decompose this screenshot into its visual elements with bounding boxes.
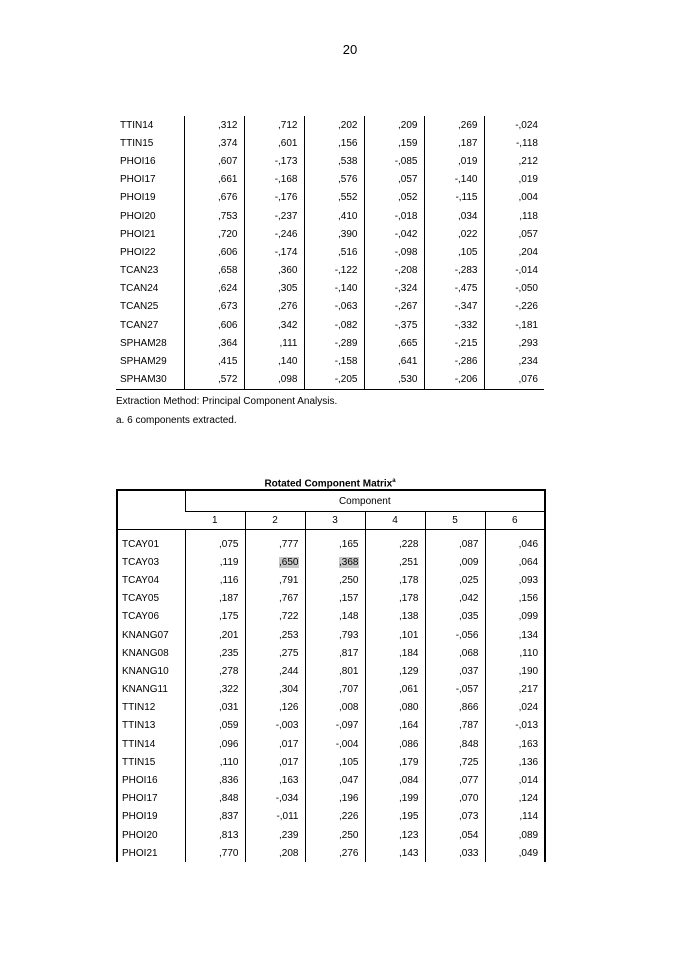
loading-cell: ,753	[184, 207, 244, 225]
loading-cell: ,148	[305, 608, 365, 626]
loading-cell: ,251	[365, 553, 425, 571]
loading-cell: ,035	[425, 608, 485, 626]
row-label: TCAY03	[122, 556, 160, 568]
loading-cell: ,110	[185, 753, 245, 771]
table-row	[116, 152, 544, 170]
loading-cell: ,275	[245, 644, 305, 662]
row-label: SPHAM30	[116, 371, 184, 390]
loading-cell: -,237	[244, 207, 304, 225]
loading-cell: -,118	[484, 134, 544, 152]
loading-cell: ,163	[485, 735, 545, 753]
loading-cell: -,158	[304, 352, 364, 370]
loading-cell: ,552	[304, 189, 364, 207]
row-label: TTIN13	[122, 720, 156, 732]
loading-cell: ,293	[484, 334, 544, 352]
loading-cell: -,098	[364, 243, 424, 261]
loading-cell: ,722	[245, 608, 305, 626]
table-row	[116, 334, 544, 352]
loading-cell: ,791	[245, 571, 305, 589]
row-label: KNANG11	[122, 684, 168, 696]
loading-cell: ,837	[185, 808, 245, 826]
row-label: TCAY05	[122, 593, 160, 605]
loading-cell: -,042	[364, 225, 424, 243]
loading-cell	[305, 553, 365, 571]
loading-cell: ,084	[365, 771, 425, 789]
rotated-matrix-title-text: Rotated Component Matrix	[264, 478, 393, 490]
loading-cell: ,124	[485, 790, 545, 808]
component-number-header: 4	[365, 512, 425, 530]
table-row	[117, 644, 545, 662]
loading-cell: -,024	[484, 116, 544, 134]
row-label: PHOI22	[120, 246, 156, 258]
loading-cell: ,793	[305, 626, 365, 644]
loading-cell: -,215	[424, 334, 484, 352]
loading-cell: ,093	[485, 571, 545, 589]
loading-cell: ,226	[305, 808, 365, 826]
loading-cell: ,572	[184, 371, 244, 390]
loading-cell: ,276	[305, 844, 365, 862]
component-matrix-continuation	[116, 116, 544, 390]
loading-cell: ,410	[304, 207, 364, 225]
selected-value-highlight: ,650	[279, 556, 299, 568]
table-row	[116, 352, 544, 370]
row-label: TCAN24	[120, 283, 159, 295]
loading-cell: ,228	[365, 535, 425, 553]
loading-cell: -,375	[364, 316, 424, 334]
row-label: PHOI19	[120, 192, 156, 204]
loading-cell: ,105	[305, 753, 365, 771]
table-row	[117, 844, 545, 862]
loading-cell: ,234	[484, 352, 544, 370]
loading-cell: ,624	[184, 280, 244, 298]
component-number-header: 1	[185, 512, 245, 530]
loading-cell: -,324	[364, 280, 424, 298]
loading-cell: ,606	[184, 243, 244, 261]
table-row	[116, 280, 544, 298]
loading-cell: ,187	[424, 134, 484, 152]
loading-cell: ,665	[364, 334, 424, 352]
loading-cell: ,057	[364, 171, 424, 189]
loading-cell: ,601	[244, 134, 304, 152]
loading-cell: ,116	[185, 571, 245, 589]
loading-cell: ,105	[424, 243, 484, 261]
loading-cell: ,123	[365, 826, 425, 844]
loading-cell: ,250	[305, 826, 365, 844]
row-label: TCAN23	[120, 265, 159, 277]
loading-cell: ,014	[485, 771, 545, 789]
loading-cell: -,115	[424, 189, 484, 207]
loading-cell: ,199	[365, 790, 425, 808]
rotated-matrix-title-footnote-mark: a	[392, 478, 396, 484]
loading-cell: ,276	[244, 298, 304, 316]
loading-cell: ,061	[365, 681, 425, 699]
loading-cell: ,787	[425, 717, 485, 735]
loading-cell: ,159	[364, 134, 424, 152]
loading-cell: ,204	[484, 243, 544, 261]
row-label: PHOI21	[120, 228, 156, 240]
table-row	[116, 316, 544, 334]
table-row	[116, 243, 544, 261]
row-label: PHOI21	[122, 847, 158, 859]
loading-cell: ,196	[305, 790, 365, 808]
table-row	[117, 535, 545, 553]
loading-cell: ,057	[484, 225, 544, 243]
loading-cell: ,140	[244, 352, 304, 370]
loading-cell: ,848	[425, 735, 485, 753]
loading-cell: -,097	[305, 717, 365, 735]
loading-cell: ,253	[245, 626, 305, 644]
loading-cell: ,322	[185, 681, 245, 699]
loading-cell: ,025	[425, 571, 485, 589]
row-label: PHOI19	[122, 811, 158, 823]
loading-cell: ,239	[245, 826, 305, 844]
row-label: PHOI17	[122, 793, 158, 805]
row-label: KNANG07	[122, 629, 169, 641]
loading-cell: -,014	[484, 262, 544, 280]
table-row	[117, 790, 545, 808]
loading-cell: ,720	[184, 225, 244, 243]
rotated-matrix-title	[116, 478, 544, 489]
loading-cell: ,022	[424, 225, 484, 243]
loading-cell: -,140	[304, 280, 364, 298]
table-row	[117, 735, 545, 753]
row-label: TCAY01	[122, 538, 160, 550]
loading-cell: -,246	[244, 225, 304, 243]
loading-cell: ,516	[304, 243, 364, 261]
loading-cell: ,712	[244, 116, 304, 134]
row-label: TTIN15	[122, 756, 156, 768]
header-corner	[117, 490, 185, 530]
loading-cell: ,661	[184, 171, 244, 189]
loading-cell: ,031	[185, 699, 245, 717]
rotated-matrix-table	[116, 489, 546, 862]
loading-cell	[245, 553, 305, 571]
loading-cell: -,286	[424, 352, 484, 370]
loading-cell: -,173	[244, 152, 304, 170]
loading-cell: ,178	[365, 571, 425, 589]
loading-cell: ,187	[185, 590, 245, 608]
loading-cell: -,332	[424, 316, 484, 334]
loading-cell: -,013	[485, 717, 545, 735]
loading-cell: ,178	[365, 590, 425, 608]
table-row	[116, 116, 544, 134]
loading-cell: ,165	[305, 535, 365, 553]
table-row	[117, 717, 545, 735]
table-row	[117, 681, 545, 699]
loading-cell: ,037	[425, 662, 485, 680]
row-label: TTIN15	[120, 137, 154, 149]
row-label: KNANG10	[122, 665, 169, 677]
table-row	[116, 134, 544, 152]
component-header-row	[117, 490, 545, 512]
loading-cell: ,179	[365, 753, 425, 771]
loading-cell: ,033	[425, 844, 485, 862]
loading-cell: -,011	[245, 808, 305, 826]
row-label: TCAY04	[122, 574, 160, 586]
loading-cell: -,168	[244, 171, 304, 189]
loading-cell: ,606	[184, 316, 244, 334]
loading-cell: ,208	[245, 844, 305, 862]
loading-cell: ,538	[304, 152, 364, 170]
loading-cell: -,206	[424, 371, 484, 390]
loading-cell: ,195	[365, 808, 425, 826]
component-number-header: 6	[485, 512, 545, 530]
loading-cell: ,676	[184, 189, 244, 207]
row-label: TTIN12	[122, 702, 156, 714]
loading-cell: ,086	[365, 735, 425, 753]
loading-cell: ,017	[245, 735, 305, 753]
table-row	[116, 371, 544, 390]
loading-cell: ,530	[364, 371, 424, 390]
loading-cell: ,118	[484, 207, 544, 225]
loading-cell: ,364	[184, 334, 244, 352]
loading-cell: ,017	[245, 753, 305, 771]
loading-cell: ,813	[185, 826, 245, 844]
loading-cell: ,202	[304, 116, 364, 134]
row-label: PHOI20	[120, 210, 156, 222]
table-row	[117, 553, 545, 571]
component-number-header: 2	[245, 512, 305, 530]
table-row	[116, 189, 544, 207]
loading-cell: -,283	[424, 262, 484, 280]
loading-cell: ,269	[424, 116, 484, 134]
row-label: TTIN14	[122, 738, 156, 750]
table-row	[117, 571, 545, 589]
loading-cell: ,360	[244, 262, 304, 280]
row-label: PHOI17	[120, 174, 156, 186]
loading-cell: ,777	[245, 535, 305, 553]
loading-cell: -,176	[244, 189, 304, 207]
loading-cell: ,156	[485, 590, 545, 608]
loading-cell: ,212	[484, 152, 544, 170]
loading-cell: ,134	[485, 626, 545, 644]
loading-cell: ,087	[425, 535, 485, 553]
loading-cell: ,042	[425, 590, 485, 608]
loading-cell: ,143	[365, 844, 425, 862]
table-row	[117, 699, 545, 717]
loading-cell: ,070	[425, 790, 485, 808]
loading-cell: ,098	[244, 371, 304, 390]
loading-cell: -,289	[304, 334, 364, 352]
row-label: TCAN25	[120, 301, 159, 313]
loading-cell: -,004	[305, 735, 365, 753]
table-row	[117, 826, 545, 844]
loading-cell: ,217	[485, 681, 545, 699]
loading-cell: ,068	[425, 644, 485, 662]
loading-cell: -,208	[364, 262, 424, 280]
loading-cell: ,415	[184, 352, 244, 370]
loading-cell: ,052	[364, 189, 424, 207]
table-row	[117, 771, 545, 789]
loading-cell: ,138	[365, 608, 425, 626]
loading-cell: ,046	[485, 535, 545, 553]
loading-cell: ,019	[484, 171, 544, 189]
table-row	[117, 626, 545, 644]
loading-cell: ,235	[185, 644, 245, 662]
loading-cell: ,801	[305, 662, 365, 680]
loading-cell: -,057	[425, 681, 485, 699]
table-row	[117, 808, 545, 826]
loading-cell: ,099	[485, 608, 545, 626]
component-number-header: 5	[425, 512, 485, 530]
loading-cell: ,342	[244, 316, 304, 334]
loading-cell: ,009	[425, 553, 485, 571]
loading-cell: ,607	[184, 152, 244, 170]
loading-cell: -,034	[245, 790, 305, 808]
loading-cell: ,184	[365, 644, 425, 662]
loading-cell: ,770	[185, 844, 245, 862]
loading-cell: ,278	[185, 662, 245, 680]
loading-cell: ,114	[485, 808, 545, 826]
components-extracted-note: a. 6 components extracted.	[116, 415, 237, 426]
row-label: SPHAM29	[120, 356, 167, 368]
loading-cell: ,054	[425, 826, 485, 844]
loading-cell: ,049	[485, 844, 545, 862]
loading-cell: ,707	[305, 681, 365, 699]
loading-cell: ,175	[185, 608, 245, 626]
row-label: TCAN27	[120, 319, 159, 331]
loading-cell: ,119	[185, 553, 245, 571]
loading-cell: -,018	[364, 207, 424, 225]
loading-cell: -,181	[484, 316, 544, 334]
loading-cell: ,836	[185, 771, 245, 789]
loading-cell: ,304	[245, 681, 305, 699]
loading-cell: ,767	[245, 590, 305, 608]
loading-cell: ,129	[365, 662, 425, 680]
table-row	[117, 753, 545, 771]
loading-cell: ,390	[304, 225, 364, 243]
row-label: KNANG08	[122, 647, 169, 659]
rotated-component-matrix	[116, 489, 546, 862]
loading-cell: ,047	[305, 771, 365, 789]
loading-cell: ,111	[244, 334, 304, 352]
loading-cell: -,085	[364, 152, 424, 170]
row-label: PHOI16	[122, 775, 158, 787]
loading-cell: -,003	[245, 717, 305, 735]
loading-cell: -,347	[424, 298, 484, 316]
loading-cell: -,122	[304, 262, 364, 280]
loading-cell: ,163	[245, 771, 305, 789]
loading-cell: ,110	[485, 644, 545, 662]
page-number: 20	[342, 42, 358, 57]
loading-cell: ,080	[365, 699, 425, 717]
loading-cell: -,174	[244, 243, 304, 261]
loading-cell: ,089	[485, 826, 545, 844]
loading-cell: ,658	[184, 262, 244, 280]
loading-cell: ,136	[485, 753, 545, 771]
loading-cell: ,250	[305, 571, 365, 589]
table-row	[116, 171, 544, 189]
row-label: PHOI16	[120, 155, 156, 167]
loading-cell: ,576	[304, 171, 364, 189]
selected-value-highlight: ,368	[339, 556, 359, 568]
component-number-header: 3	[305, 512, 365, 530]
loading-cell: ,848	[185, 790, 245, 808]
loading-cell: ,059	[185, 717, 245, 735]
loading-cell: ,101	[365, 626, 425, 644]
loading-cell: ,064	[485, 553, 545, 571]
loading-cell: -,140	[424, 171, 484, 189]
loading-cell: ,075	[185, 535, 245, 553]
loading-cell: -,056	[425, 626, 485, 644]
row-label: PHOI20	[122, 829, 158, 841]
row-label: TTIN14	[120, 119, 154, 131]
loading-cell: ,201	[185, 626, 245, 644]
table-row	[116, 207, 544, 225]
table-row	[116, 225, 544, 243]
loading-cell: ,817	[305, 644, 365, 662]
loading-cell: ,374	[184, 134, 244, 152]
table-row	[117, 608, 545, 626]
loading-cell: ,866	[425, 699, 485, 717]
component-header: Component	[185, 490, 545, 512]
loading-cell: ,024	[485, 699, 545, 717]
extraction-method-note: Extraction Method: Principal Component Analysis.	[116, 396, 338, 407]
loading-cell: -,226	[484, 298, 544, 316]
loading-cell: ,673	[184, 298, 244, 316]
loading-cell: -,205	[304, 371, 364, 390]
loading-cell: ,305	[244, 280, 304, 298]
loading-cell: ,209	[364, 116, 424, 134]
table-row	[117, 662, 545, 680]
loading-cell: -,050	[484, 280, 544, 298]
loading-cell: -,267	[364, 298, 424, 316]
loading-cell: ,096	[185, 735, 245, 753]
loading-cell: ,008	[305, 699, 365, 717]
loading-cell: ,312	[184, 116, 244, 134]
loading-cell: ,164	[365, 717, 425, 735]
loading-cell: ,073	[425, 808, 485, 826]
loading-cell: ,004	[484, 189, 544, 207]
table-row	[116, 298, 544, 316]
loading-cell: ,725	[425, 753, 485, 771]
loading-cell: ,126	[245, 699, 305, 717]
loading-cell: -,063	[304, 298, 364, 316]
component-matrix-table	[116, 116, 544, 390]
loading-cell: ,156	[304, 134, 364, 152]
loading-cell: ,641	[364, 352, 424, 370]
loading-cell: ,077	[425, 771, 485, 789]
loading-cell: ,157	[305, 590, 365, 608]
row-label: TCAY06	[122, 611, 160, 623]
loading-cell: ,244	[245, 662, 305, 680]
table-row	[116, 262, 544, 280]
loading-cell: -,475	[424, 280, 484, 298]
loading-cell: -,082	[304, 316, 364, 334]
table-row	[117, 590, 545, 608]
loading-cell: ,076	[484, 371, 544, 390]
loading-cell: ,034	[424, 207, 484, 225]
row-label: SPHAM28	[120, 337, 167, 349]
loading-cell: ,190	[485, 662, 545, 680]
loading-cell: ,019	[424, 152, 484, 170]
